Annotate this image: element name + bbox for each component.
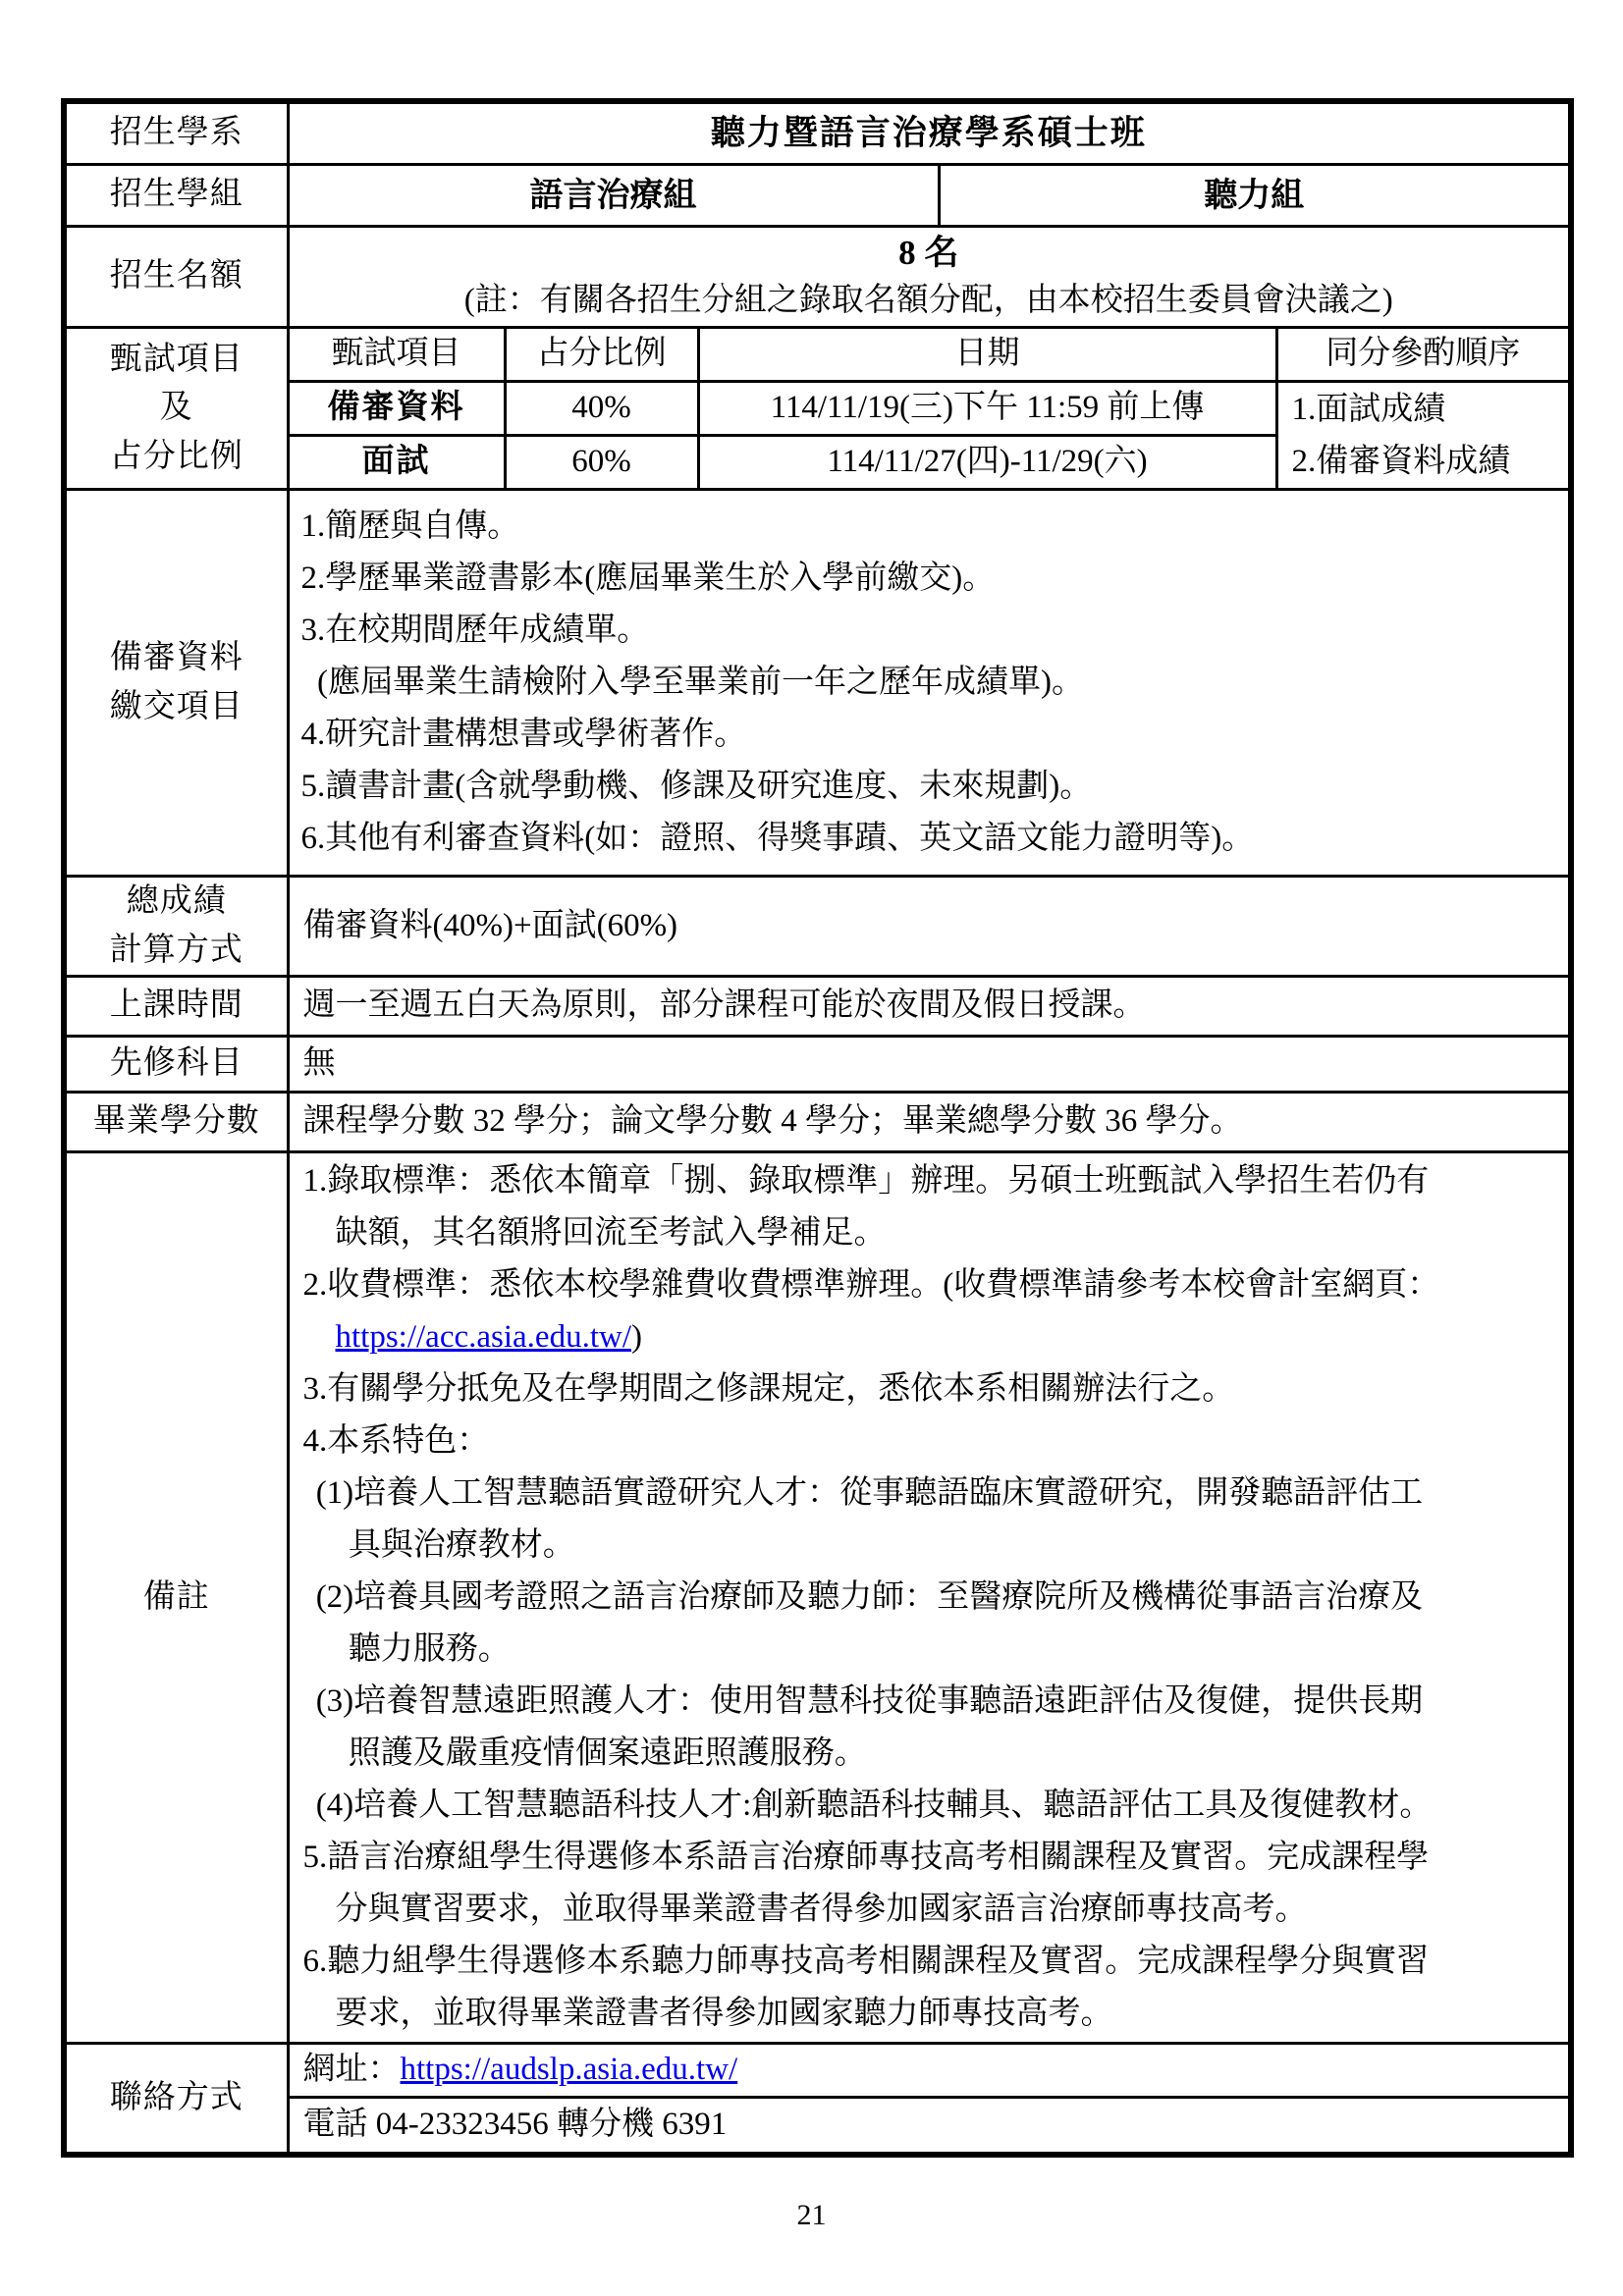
remarks-label: 備註 <box>64 1152 288 2044</box>
row-groups <box>64 165 1571 227</box>
contact-phone-cell <box>288 2098 1571 2156</box>
exam-header-percent: 占分比例 <box>505 328 698 382</box>
quota-label: 招生名額 <box>64 227 288 328</box>
total-score-value <box>288 877 1571 977</box>
text-segment: 備審資料 <box>109 640 243 675</box>
text-segment: 分與實習要求，並取得畢業證書者得參加國家語言治療師專技高考。 <box>335 1892 1308 1927</box>
exam-date-interview: 114/11/27(四)-11/29(六) <box>698 436 1276 490</box>
department-value: 聽力暨語言治療學系碩士班 <box>288 101 1571 165</box>
text-segment: (1)培養人工智慧聽語實證研究人才：從事聽語臨床實證研究，開發聽語評估工 <box>315 1475 1424 1511</box>
remarks-list <box>288 1152 1571 2044</box>
text-segment: 繳交項目 <box>109 688 243 724</box>
contact-label: 聯絡方式 <box>64 2044 288 2156</box>
contact-website-link[interactable]: https://audslp.asia.edu.tw/ <box>400 2052 738 2088</box>
text-segment: 5.語言治療組學生得選修本系語言治療師專技高考相關課程及實習。完成課程學 <box>302 1840 1430 1875</box>
text-segment: 總成績 <box>126 883 227 919</box>
group-audiology: 聽力組 <box>939 165 1571 227</box>
row-class-time <box>64 977 1571 1037</box>
text-segment: 4.本系特色： <box>302 1423 490 1459</box>
text-segment: (2)培養具國考證照之語言治療師及聽力師：至醫療院所及機構從事語言治療及 <box>315 1579 1424 1615</box>
documents-label <box>64 490 288 877</box>
text-segment: 具與治療教材。 <box>348 1527 575 1563</box>
contact-website-prefix: 網址： <box>302 2052 401 2088</box>
exam-item-review: 備審資料 <box>288 382 505 436</box>
contact-phone: 電話 04-23323456 轉分機 6391 <box>302 2107 728 2143</box>
row-credits <box>64 1093 1571 1152</box>
department-label: 招生學系 <box>64 101 288 165</box>
text-segment: 及 <box>159 390 193 426</box>
row-total-score <box>64 877 1571 977</box>
quota-value: 8 名 <box>898 233 959 272</box>
exam-percent-interview: 60% <box>505 436 698 490</box>
groups-label: 招生學組 <box>64 165 288 227</box>
text-segment: 計算方式 <box>109 932 243 968</box>
prerequisites-label: 先修科目 <box>64 1037 288 1093</box>
text-segment: 2.備審資料成績 <box>1291 443 1511 479</box>
text-segment: 6.聽力組學生得選修本系聽力師專技高考相關課程及實習。完成課程學分與實習 <box>302 1944 1430 1979</box>
exam-tiebreak-list <box>1276 382 1571 490</box>
exam-header-date: 日期 <box>698 328 1276 382</box>
text-segment: (3)培養智慧遠距照護人才：使用智慧科技從事聽語遠距評估及復健，提供長期 <box>315 1683 1424 1719</box>
documents-list <box>288 490 1571 877</box>
row-contact-website <box>64 2044 1571 2098</box>
credits-value: 課程學分數 32 學分；論文學分數 4 學分；畢業總學分數 36 學分。 <box>288 1093 1571 1152</box>
exam-date-review: 114/11/19(三)下午 11:59 前上傳 <box>698 382 1276 436</box>
row-exam-header <box>64 328 1571 382</box>
text-segment: 2.學歷畢業證書影本(應屆畢業生於入學前繳交)。 <box>300 561 996 596</box>
exam-label <box>64 328 288 490</box>
total-score-formula: 備審資料(40%)+面試(60%) <box>302 907 678 943</box>
text-segment: 聽力服務。 <box>348 1631 511 1667</box>
text-segment: 1.簡歷與自傳。 <box>300 508 520 544</box>
quota-note: (註：有關各招生分組之錄取名額分配，由本校招生委員會決議之) <box>463 283 1393 319</box>
text-segment: 5.讀書計畫(含就學動機、修課及研究進度、未來規劃)。 <box>300 769 1093 804</box>
quota-cell <box>288 227 1571 328</box>
admission-table <box>61 98 1574 2158</box>
row-documents <box>64 490 1571 877</box>
text-segment: 2.收費標準：悉依本校學雜費收費標準辦理。(收費標準請參考本校會計室網頁： <box>302 1267 1440 1303</box>
text-segment: 3.在校期間歷年成績單。 <box>300 613 650 648</box>
exam-header-tiebreak: 同分參酌順序 <box>1276 328 1571 382</box>
row-exam-review <box>64 382 1571 436</box>
contact-website-cell <box>288 2044 1571 2098</box>
exam-item-interview: 面試 <box>288 436 505 490</box>
text-segment: 1.錄取標準：悉依本簡章「捌、錄取標準」辦理。另碩士班甄試入學招生若仍有 <box>302 1163 1430 1199</box>
text-segment: 照護及嚴重疫情個案遠距照護服務。 <box>348 1735 867 1771</box>
class-time-label: 上課時間 <box>64 977 288 1037</box>
credits-label: 畢業學分數 <box>64 1093 288 1152</box>
text-segment: 3.有關學分抵免及在學期間之修課規定，悉依本系相關辦法行之。 <box>302 1371 1235 1407</box>
row-quota <box>64 227 1571 328</box>
text-segment: 要求，並取得畢業證書者得參加國家聽力師專技高考。 <box>335 1996 1113 2031</box>
text-segment: 6.其他有利審查資料(如：證照、得獎事蹟、英文語文能力證明等)。 <box>300 821 1255 856</box>
text-segment: (應屆畢業生請檢附入學至畢業前一年之歷年成績單)。 <box>317 665 1084 700</box>
text-segment: 缺額，其名額將回流至考試入學補足。 <box>335 1215 887 1251</box>
total-score-label <box>64 877 288 977</box>
text-segment: 4.研究計畫構想書或學術著作。 <box>300 717 747 752</box>
row-prerequisites <box>64 1037 1571 1093</box>
text-segment: (4)培養人工智慧聽語科技人才:創新聽語科技輔具、聽語評估工具及復健教材。 <box>315 1788 1433 1823</box>
row-department <box>64 101 1571 165</box>
text-segment: ) <box>631 1319 642 1355</box>
text-segment: 甄試項目 <box>109 341 243 377</box>
hyperlink[interactable]: https://acc.asia.edu.tw/ <box>335 1319 631 1355</box>
row-remarks <box>64 1152 1571 2044</box>
group-speech-therapy: 語言治療組 <box>288 165 939 227</box>
admission-sheet <box>61 98 1574 2158</box>
class-time-value: 週一至週五白天為原則，部分課程可能於夜間及假日授課。 <box>288 977 1571 1037</box>
text-segment: 1.面試成績 <box>1291 391 1446 427</box>
text-segment: 占分比例 <box>109 438 243 474</box>
exam-header-item: 甄試項目 <box>288 328 505 382</box>
prerequisites-value: 無 <box>288 1037 1571 1093</box>
exam-percent-review: 40% <box>505 382 698 436</box>
page-number: 21 <box>796 2199 827 2231</box>
row-contact-phone <box>64 2098 1571 2156</box>
